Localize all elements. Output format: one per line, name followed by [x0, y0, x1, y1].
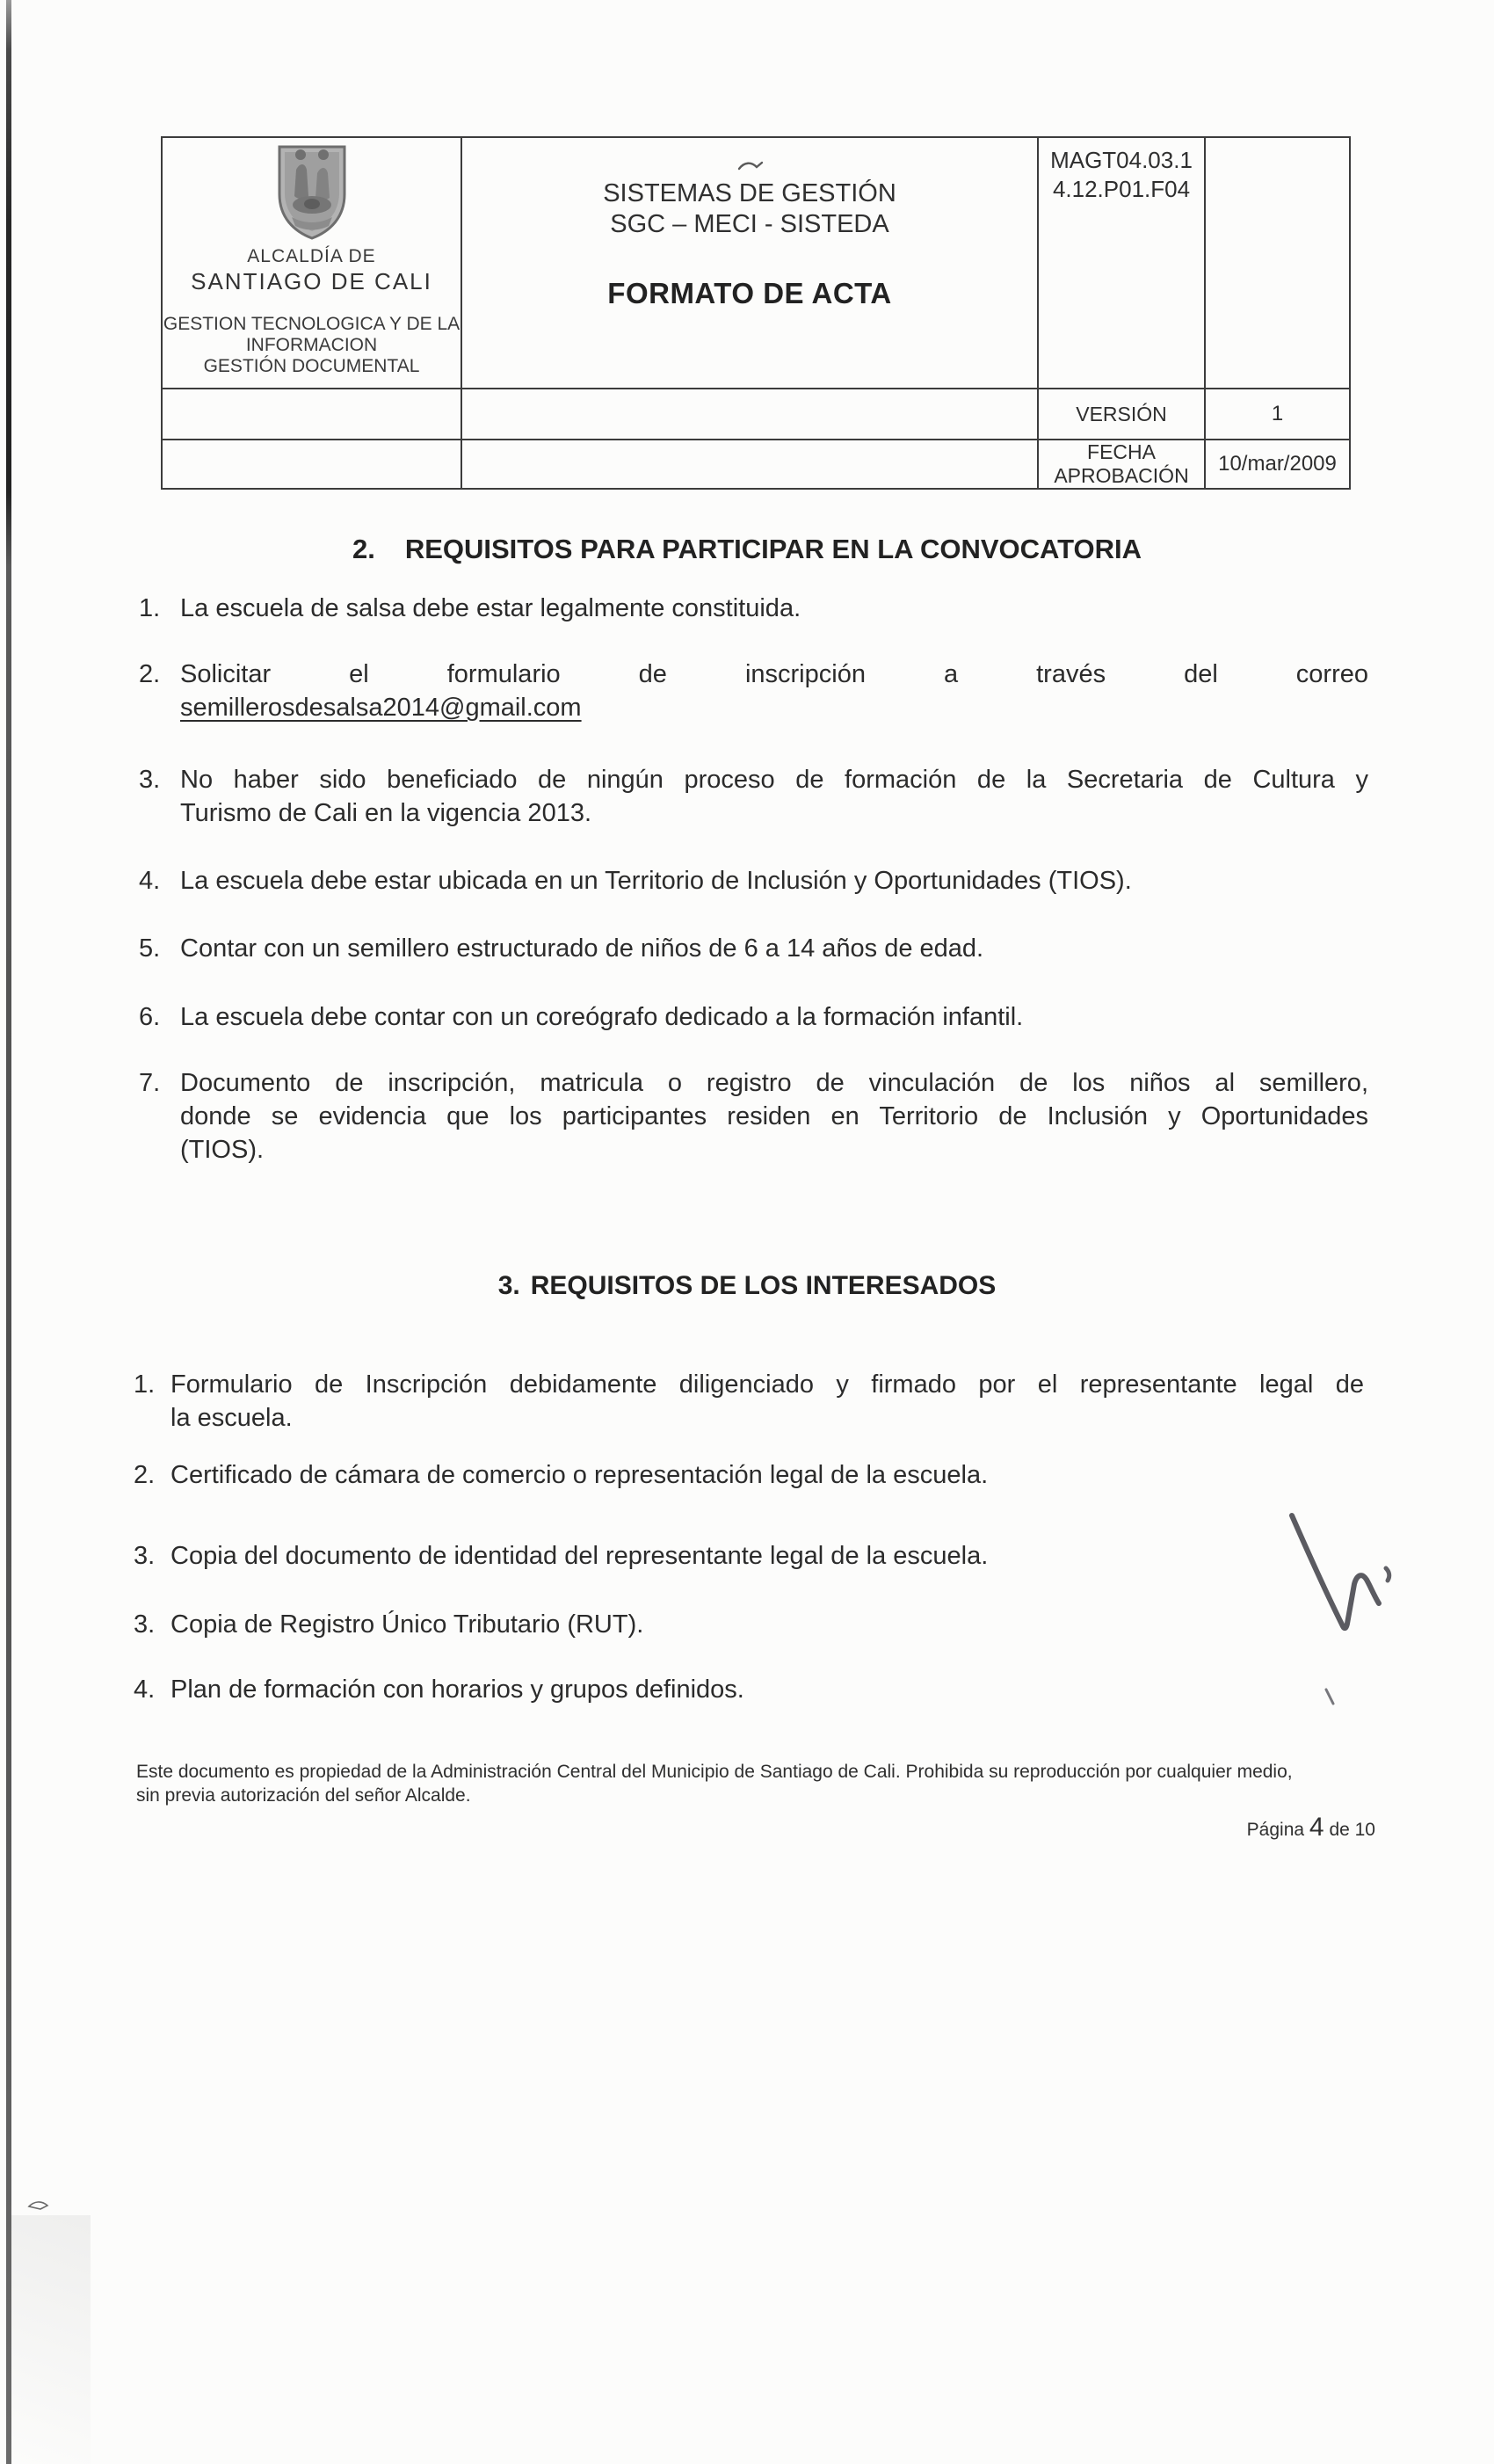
- version-label: VERSIÓN: [1076, 402, 1167, 425]
- item-number: 4.: [134, 1675, 156, 1704]
- item-number: 1.: [139, 594, 161, 622]
- item-text: donde se evidencia que los participantes residen en Territorio de Inclusión y Oportunidades: [180, 1102, 1368, 1130]
- section3-number: 3.: [497, 1271, 520, 1300]
- list-item: [134, 1673, 1364, 1706]
- item-number: 2.: [139, 660, 161, 688]
- list-item: [139, 864, 1368, 898]
- approval-label-cell: [1039, 440, 1206, 488]
- org-cell: [163, 138, 462, 389]
- pencil-speck-mark: [26, 2198, 53, 2213]
- document-code-line1: MAGT04.03.1: [1050, 147, 1193, 173]
- scanner-edge-artifact: [6, 0, 11, 2464]
- page-total: de 10: [1329, 1820, 1375, 1840]
- section2-number: 2.: [352, 534, 375, 564]
- page-indicator: [1247, 1813, 1375, 1843]
- item-text: Certificado de cámara de comercio o representación legal de la escuela.: [170, 1461, 989, 1489]
- empty-cell: [462, 389, 1039, 440]
- section3-title: REQUISITOS DE LOS INTERESADOS: [530, 1271, 997, 1300]
- item-text: Copia del documento de identidad del representante legal de la escuela.: [170, 1542, 989, 1570]
- item-text: la escuela.: [170, 1404, 293, 1432]
- footer-notice-line1: Este documento es propiedad de la Administración Central del Municipio de Santiago de Cali. Prohibida su reproducción por cualquier medio,: [136, 1762, 1293, 1782]
- section2-title: REQUISITOS PARA PARTICIPAR EN LA CONVOCATORIA: [404, 534, 1142, 564]
- handwritten-check-mark: [1276, 1496, 1399, 1716]
- item-number: 3.: [139, 766, 161, 794]
- list-item: [139, 1066, 1368, 1167]
- item-text: La escuela de salsa debe estar legalmente constituida.: [180, 594, 801, 622]
- scan-shadow: [11, 2215, 91, 2464]
- list-item: [134, 1458, 1364, 1492]
- org-dept-line3: GESTIÓN DOCUMENTAL: [203, 356, 420, 376]
- empty-cell: [163, 389, 462, 440]
- document-title: FORMATO DE ACTA: [607, 277, 892, 309]
- system-line1: SISTEMAS DE GESTIÓN: [603, 179, 896, 207]
- list-item: [139, 1000, 1368, 1034]
- email-address: semillerosdesalsa2014@gmail.com: [180, 694, 582, 722]
- header-table: [161, 136, 1351, 490]
- list-item: [139, 932, 1368, 965]
- version-value: 1: [1271, 402, 1284, 425]
- list-item: [134, 1608, 1364, 1641]
- approval-value-cell: [1206, 440, 1349, 488]
- item-text: Contar con un semillero estructurado de niños de 6 a 14 años de edad.: [180, 934, 984, 963]
- item-number: 2.: [134, 1461, 156, 1489]
- approval-label-line2: APROBACIÓN: [1054, 464, 1189, 487]
- document-code-cell: [1039, 138, 1206, 389]
- item-text: Copia de Registro Único Tributario (RUT).: [170, 1610, 644, 1639]
- approval-date: 10/mar/2009: [1218, 452, 1337, 476]
- item-text: Documento de inscripción, matricula o registro de vinculación de los niños al semillero,: [180, 1069, 1368, 1097]
- org-department: [163, 314, 461, 377]
- item-number: 4.: [139, 867, 161, 895]
- scan-speck-mark: [736, 159, 766, 173]
- item-text: No haber sido beneficiado de ningún proceso de formación de la Secretaria de Cultura y: [180, 766, 1368, 794]
- approval-label-line1: FECHA: [1087, 440, 1156, 463]
- version-value-cell: [1206, 389, 1349, 440]
- footer-notice: [136, 1760, 1375, 1807]
- item-number: 7.: [139, 1069, 161, 1097]
- org-dept-line2: INFORMACION: [245, 335, 378, 355]
- system-cell: [462, 138, 1039, 389]
- item-number: 1.: [134, 1370, 156, 1399]
- item-text: Solicitar el formulario de inscripción a través del correo: [180, 660, 1368, 688]
- version-label-cell: [1039, 389, 1206, 440]
- empty-cell: [1206, 138, 1349, 389]
- item-text: Turismo de Cali en la vigencia 2013.: [180, 799, 592, 827]
- org-name-line2: SANTIAGO DE CALI: [191, 268, 432, 294]
- item-text: La escuela debe estar ubicada en un Territorio de Inclusión y Oportunidades (TIOS).: [180, 867, 1132, 895]
- empty-cell: [163, 440, 462, 488]
- item-text: (TIOS).: [180, 1136, 265, 1164]
- document-code-line2: 4.12.P01.F04: [1052, 176, 1191, 202]
- org-dept-line1: GESTION TECNOLOGICA Y DE LA: [163, 314, 461, 334]
- footer-notice-line2: sin previa autorización del señor Alcalde.: [136, 1785, 471, 1806]
- list-item: [134, 1368, 1364, 1435]
- org-name-line1: ALCALDÍA DE: [247, 246, 376, 266]
- item-text: La escuela debe contar con un coreógrafo dedicado a la formación infantil.: [180, 1003, 1024, 1031]
- list-item: [139, 658, 1368, 724]
- item-number: 6.: [139, 1003, 161, 1031]
- item-number: 5.: [139, 934, 161, 963]
- item-text: Formulario de Inscripción debidamente diligenciado y firmado por el representante legal de: [170, 1370, 1364, 1399]
- page-label: Página: [1246, 1820, 1305, 1840]
- system-line2: SGC – MECI - SISTEDA: [610, 210, 889, 238]
- list-item: [139, 763, 1368, 830]
- list-item: [139, 592, 1368, 625]
- page-number: 4: [1309, 1813, 1324, 1842]
- empty-cell: [462, 440, 1039, 488]
- section2-heading: [0, 534, 1494, 565]
- item-text: Plan de formación con horarios y grupos definidos.: [170, 1675, 744, 1704]
- section3-heading: [0, 1271, 1494, 1301]
- cali-coat-of-arms-icon: [274, 143, 350, 242]
- list-item: [134, 1539, 1364, 1573]
- item-number: 3.: [134, 1542, 156, 1570]
- item-number: 3.: [134, 1610, 156, 1639]
